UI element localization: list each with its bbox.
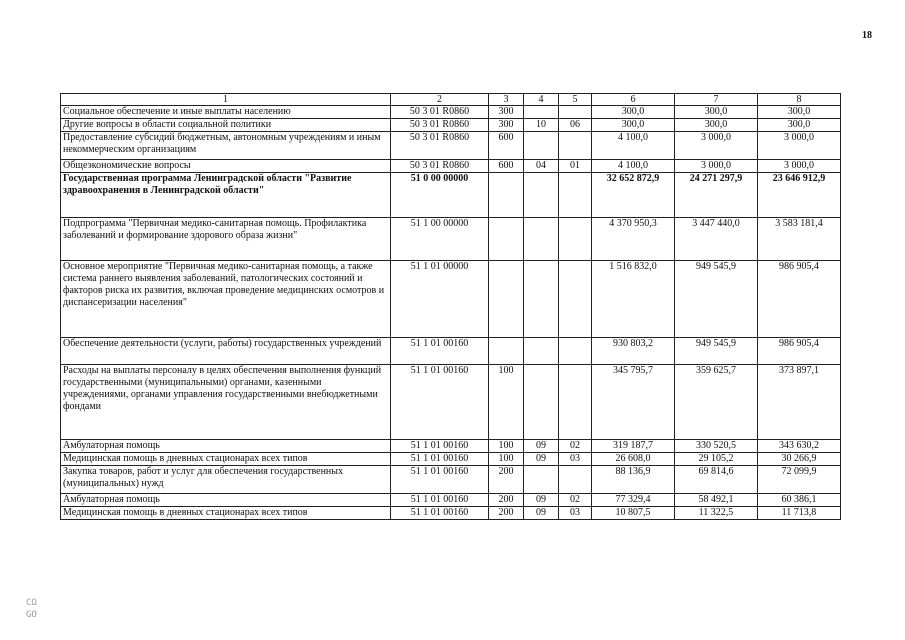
table-row <box>61 106 841 119</box>
row-amount-3-cell: 300,0 <box>758 106 841 119</box>
page-number: 18 <box>862 30 872 41</box>
row-expense-type-cell <box>489 218 524 261</box>
row-amount-1-cell: 4 100,0 <box>592 160 675 173</box>
row-code-cell: 51 1 01 00160 <box>391 338 489 365</box>
row-amount-1-cell: 300,0 <box>592 119 675 132</box>
row-subsection-cell: 01 <box>559 160 592 173</box>
row-amount-1-cell: 26 608,0 <box>592 453 675 466</box>
row-amount-2-cell: 359 625,7 <box>675 365 758 440</box>
column-header-2: 2 <box>391 94 489 106</box>
column-header-3: 3 <box>489 94 524 106</box>
row-amount-2-cell: 11 322,5 <box>675 507 758 520</box>
row-expense-type-cell: 100 <box>489 365 524 440</box>
row-expense-type-cell: 200 <box>489 507 524 520</box>
row-subsection-cell <box>559 132 592 160</box>
row-section-cell <box>524 261 559 338</box>
row-amount-1-cell: 4 370 950,3 <box>592 218 675 261</box>
row-name-cell: Общеэкономические вопросы <box>61 160 391 173</box>
row-amount-3-cell: 30 266,9 <box>758 453 841 466</box>
row-expense-type-cell: 300 <box>489 119 524 132</box>
row-amount-2-cell: 300,0 <box>675 119 758 132</box>
row-subsection-cell <box>559 338 592 365</box>
row-section-cell: 09 <box>524 453 559 466</box>
row-expense-type-cell: 300 <box>489 106 524 119</box>
row-name-cell: Закупка товаров, работ и услуг для обеспечения государственных (муниципальных) нужд <box>61 466 391 494</box>
row-amount-3-cell: 373 897,1 <box>758 365 841 440</box>
row-subsection-cell: 03 <box>559 507 592 520</box>
row-section-cell: 09 <box>524 494 559 507</box>
row-amount-1-cell: 32 652 872,9 <box>592 173 675 218</box>
row-code-cell: 50 3 01 R0860 <box>391 132 489 160</box>
row-name-cell: Другие вопросы в области социальной политики <box>61 119 391 132</box>
table-header-row <box>61 94 841 106</box>
row-subsection-cell: 02 <box>559 494 592 507</box>
row-amount-2-cell: 3 000,0 <box>675 160 758 173</box>
table-row <box>61 160 841 173</box>
row-amount-3-cell: 3 583 181,4 <box>758 218 841 261</box>
table-row <box>61 218 841 261</box>
row-code-cell: 50 3 01 R0860 <box>391 106 489 119</box>
row-code-cell: 51 1 01 00160 <box>391 440 489 453</box>
row-amount-3-cell: 986 905,4 <box>758 338 841 365</box>
row-amount-2-cell: 58 492,1 <box>675 494 758 507</box>
row-amount-1-cell: 88 136,9 <box>592 466 675 494</box>
row-expense-type-cell: 200 <box>489 466 524 494</box>
row-subsection-cell <box>559 365 592 440</box>
row-amount-2-cell: 24 271 297,9 <box>675 173 758 218</box>
table-row <box>61 338 841 365</box>
table-row <box>61 132 841 160</box>
row-amount-2-cell: 300,0 <box>675 106 758 119</box>
row-section-cell <box>524 338 559 365</box>
row-amount-2-cell: 3 447 440,0 <box>675 218 758 261</box>
row-amount-1-cell: 319 187,7 <box>592 440 675 453</box>
table-row <box>61 507 841 520</box>
row-code-cell: 51 1 01 00160 <box>391 365 489 440</box>
row-amount-3-cell: 343 630,2 <box>758 440 841 453</box>
row-section-cell: 09 <box>524 507 559 520</box>
row-amount-3-cell: 72 099,9 <box>758 466 841 494</box>
row-expense-type-cell <box>489 338 524 365</box>
row-section-cell <box>524 173 559 218</box>
row-section-cell: 10 <box>524 119 559 132</box>
scan-artifact-mark: GO <box>26 610 37 620</box>
table-row <box>61 261 841 338</box>
row-amount-3-cell: 3 000,0 <box>758 160 841 173</box>
row-name-cell: Основное мероприятие "Первичная медико-санитарная помощь, а также система раннего выявления заболеваний, патологических состояний и факторов риска их развития, включая проведение медицинских осмотров и диспансеризации населения" <box>61 261 391 338</box>
row-subsection-cell: 02 <box>559 440 592 453</box>
table-row <box>61 119 841 132</box>
row-section-cell <box>524 106 559 119</box>
row-subsection-cell <box>559 466 592 494</box>
row-expense-type-cell: 600 <box>489 132 524 160</box>
row-name-cell: Социальное обеспечение и иные выплаты населению <box>61 106 391 119</box>
row-amount-3-cell: 300,0 <box>758 119 841 132</box>
table-row <box>61 365 841 440</box>
row-section-cell <box>524 466 559 494</box>
row-name-cell: Предоставление субсидий бюджетным, автономным учреждениям и иным некоммерческим организациям <box>61 132 391 160</box>
row-subsection-cell <box>559 218 592 261</box>
row-amount-1-cell: 4 100,0 <box>592 132 675 160</box>
row-amount-1-cell: 10 807,5 <box>592 507 675 520</box>
table-row <box>61 173 841 218</box>
row-subsection-cell <box>559 261 592 338</box>
table-row <box>61 466 841 494</box>
row-amount-2-cell: 330 520,5 <box>675 440 758 453</box>
row-expense-type-cell: 100 <box>489 453 524 466</box>
row-name-cell: Амбулаторная помощь <box>61 440 391 453</box>
row-expense-type-cell <box>489 173 524 218</box>
row-name-cell: Расходы на выплаты персоналу в целях обеспечения выполнения функций государственными (муниципальными) органами, казенными учреждениями, органами управления государственными внебюджетными фондами <box>61 365 391 440</box>
row-amount-3-cell: 986 905,4 <box>758 261 841 338</box>
row-name-cell: Государственная программа Ленинградской области "Развитие здравоохранения в Ленинградской области" <box>61 173 391 218</box>
row-subsection-cell: 06 <box>559 119 592 132</box>
row-name-cell: Подпрограмма "Первичная медико-санитарная помощь. Профилактика заболеваний и формирование здорового образа жизни" <box>61 218 391 261</box>
row-subsection-cell <box>559 173 592 218</box>
row-name-cell: Амбулаторная помощь <box>61 494 391 507</box>
column-header-4: 4 <box>524 94 559 106</box>
row-amount-3-cell: 3 000,0 <box>758 132 841 160</box>
row-expense-type-cell: 600 <box>489 160 524 173</box>
row-code-cell: 51 1 01 00160 <box>391 466 489 494</box>
row-amount-3-cell: 11 713,8 <box>758 507 841 520</box>
row-section-cell <box>524 132 559 160</box>
table-row <box>61 494 841 507</box>
column-header-7: 7 <box>675 94 758 106</box>
row-code-cell: 50 3 01 R0860 <box>391 119 489 132</box>
row-amount-2-cell: 69 814,6 <box>675 466 758 494</box>
row-code-cell: 51 1 01 00000 <box>391 261 489 338</box>
column-header-5: 5 <box>559 94 592 106</box>
table-row <box>61 440 841 453</box>
row-amount-2-cell: 29 105,2 <box>675 453 758 466</box>
budget-table <box>60 93 841 520</box>
row-amount-1-cell: 1 516 832,0 <box>592 261 675 338</box>
column-header-1: 1 <box>61 94 391 106</box>
row-expense-type-cell: 200 <box>489 494 524 507</box>
row-code-cell: 51 1 00 00000 <box>391 218 489 261</box>
row-code-cell: 51 0 00 00000 <box>391 173 489 218</box>
row-amount-2-cell: 3 000,0 <box>675 132 758 160</box>
row-amount-2-cell: 949 545,9 <box>675 338 758 365</box>
row-amount-3-cell: 60 386,1 <box>758 494 841 507</box>
row-name-cell: Медицинская помощь в дневных стационарах всех типов <box>61 507 391 520</box>
table-row <box>61 453 841 466</box>
row-amount-2-cell: 949 545,9 <box>675 261 758 338</box>
row-name-cell: Медицинская помощь в дневных стационарах всех типов <box>61 453 391 466</box>
row-expense-type-cell <box>489 261 524 338</box>
row-subsection-cell: 03 <box>559 453 592 466</box>
row-amount-1-cell: 77 329,4 <box>592 494 675 507</box>
row-code-cell: 51 1 01 00160 <box>391 453 489 466</box>
row-amount-1-cell: 345 795,7 <box>592 365 675 440</box>
column-header-8: 8 <box>758 94 841 106</box>
row-subsection-cell <box>559 106 592 119</box>
row-expense-type-cell: 100 <box>489 440 524 453</box>
scan-artifact-mark: CΩ <box>26 598 37 608</box>
row-name-cell: Обеспечение деятельности (услуги, работы) государственных учреждений <box>61 338 391 365</box>
row-amount-3-cell: 23 646 912,9 <box>758 173 841 218</box>
row-section-cell <box>524 365 559 440</box>
row-code-cell: 50 3 01 R0860 <box>391 160 489 173</box>
row-amount-1-cell: 930 803,2 <box>592 338 675 365</box>
row-code-cell: 51 1 01 00160 <box>391 494 489 507</box>
row-code-cell: 51 1 01 00160 <box>391 507 489 520</box>
column-header-6: 6 <box>592 94 675 106</box>
row-section-cell: 04 <box>524 160 559 173</box>
row-section-cell: 09 <box>524 440 559 453</box>
row-section-cell <box>524 218 559 261</box>
row-amount-1-cell: 300,0 <box>592 106 675 119</box>
